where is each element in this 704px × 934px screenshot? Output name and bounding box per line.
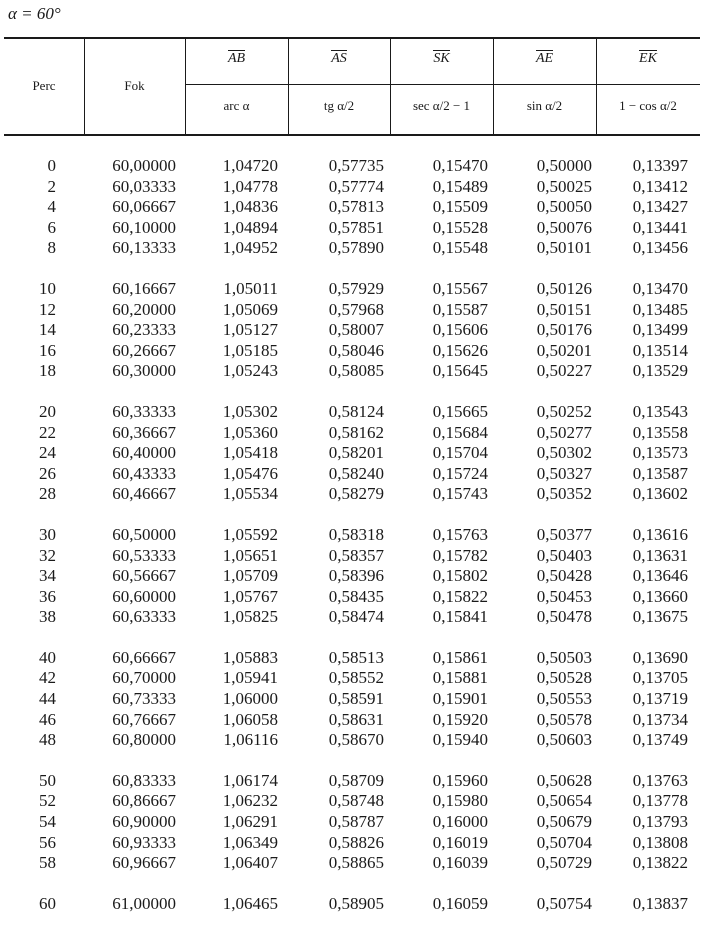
cell-cos: 0,13412 [632, 176, 688, 196]
cell-cos: 0,13705 [632, 668, 688, 688]
cell-fok: 60,76667 [112, 709, 176, 729]
cell-cos: 0,13808 [632, 832, 688, 852]
table-row [0, 464, 704, 485]
table-row [0, 361, 704, 382]
cell-tg: 0,58709 [328, 770, 384, 790]
cell-sec: 0,15509 [432, 197, 488, 217]
cell-arc: 1,05767 [222, 586, 278, 606]
cell-perc: 10 [39, 278, 56, 298]
header-formula-arc: arc α [223, 98, 250, 113]
cell-fok: 60,10000 [112, 217, 176, 237]
table-row [0, 341, 704, 362]
cell-sin: 0,50201 [536, 340, 592, 360]
cell-arc: 1,05651 [222, 545, 278, 565]
cell-sec: 0,16019 [432, 832, 488, 852]
table-row [0, 710, 704, 731]
cell-sec: 0,15960 [432, 770, 488, 790]
cell-cos: 0,13822 [632, 853, 688, 873]
table-row [0, 279, 704, 300]
cell-sin: 0,50327 [536, 463, 592, 483]
cell-fok: 60,03333 [112, 176, 176, 196]
cell-sin: 0,50176 [536, 320, 592, 340]
table-row [0, 668, 704, 689]
cell-arc: 1,06232 [222, 791, 278, 811]
cell-sec: 0,15548 [432, 238, 488, 258]
cell-tg: 0,58591 [328, 689, 384, 709]
table-row [0, 423, 704, 444]
cell-sec: 0,15489 [432, 176, 488, 196]
cell-fok: 60,23333 [112, 320, 176, 340]
cell-cos: 0,13793 [632, 812, 688, 832]
cell-tg: 0,58007 [328, 320, 384, 340]
cell-tg: 0,58631 [328, 709, 384, 729]
cell-fok: 60,63333 [112, 607, 176, 627]
cell-tg: 0,58318 [328, 524, 384, 544]
header-formula-tg: tg α/2 [323, 98, 355, 113]
cell-perc: 28 [39, 484, 56, 504]
cell-perc: 36 [39, 586, 56, 606]
table-row [0, 484, 704, 505]
cell-perc: 20 [39, 401, 56, 421]
cell-arc: 1,05476 [222, 463, 278, 483]
cell-cos: 0,13543 [632, 401, 688, 421]
cell-perc: 52 [39, 791, 56, 811]
cell-fok: 60,30000 [112, 361, 176, 381]
cell-fok: 60,73333 [112, 689, 176, 709]
row-group [0, 156, 704, 259]
cell-arc: 1,06291 [222, 812, 278, 832]
table-row [0, 894, 704, 915]
cell-sec: 0,15645 [432, 361, 488, 381]
header-fok: Fok [124, 78, 145, 93]
cell-sin: 0,50101 [536, 238, 592, 258]
cell-sin: 0,50403 [536, 545, 592, 565]
table-row [0, 566, 704, 587]
table-row [0, 607, 704, 628]
cell-tg: 0,58670 [328, 730, 384, 750]
cell-fok: 61,00000 [112, 893, 176, 913]
cell-cos: 0,13529 [632, 361, 688, 381]
cell-sec: 0,15606 [432, 320, 488, 340]
cell-perc: 12 [39, 299, 56, 319]
cell-tg: 0,58865 [328, 853, 384, 873]
cell-sin: 0,50277 [536, 422, 592, 442]
row-group [0, 279, 704, 382]
cell-fok: 60,70000 [112, 668, 176, 688]
cell-sec: 0,15881 [432, 668, 488, 688]
cell-arc: 1,04952 [222, 238, 278, 258]
cell-cos: 0,13441 [632, 217, 688, 237]
header-segment-ae: AE [535, 51, 554, 66]
cell-cos: 0,13397 [632, 156, 688, 175]
cell-sin: 0,50578 [536, 709, 592, 729]
row-group [0, 771, 704, 874]
row-group [0, 402, 704, 505]
cell-perc: 58 [39, 853, 56, 873]
cell-perc: 18 [39, 361, 56, 381]
cell-perc: 40 [39, 647, 56, 667]
cell-arc: 1,06407 [222, 853, 278, 873]
cell-arc: 1,05941 [222, 668, 278, 688]
row-group [0, 525, 704, 628]
cell-fok: 60,83333 [112, 770, 176, 790]
table-row [0, 791, 704, 812]
cell-tg: 0,58552 [328, 668, 384, 688]
cell-sec: 0,15684 [432, 422, 488, 442]
cell-sin: 0,50377 [536, 524, 592, 544]
cell-sin: 0,50553 [536, 689, 592, 709]
table-row [0, 197, 704, 218]
cell-sec: 0,15587 [432, 299, 488, 319]
cell-sec: 0,15665 [432, 401, 488, 421]
table-row [0, 546, 704, 567]
header-perc: Perc [32, 78, 56, 93]
table-row [0, 177, 704, 198]
cell-perc: 50 [39, 770, 56, 790]
cell-fok: 60,66667 [112, 647, 176, 667]
cell-arc: 1,05592 [222, 524, 278, 544]
cell-sec: 0,15901 [432, 689, 488, 709]
cell-cos: 0,13778 [632, 791, 688, 811]
cell-sec: 0,15802 [432, 566, 488, 586]
cell-sin: 0,50126 [536, 278, 592, 298]
cell-fok: 60,20000 [112, 299, 176, 319]
cell-cos: 0,13427 [632, 197, 688, 217]
cell-fok: 60,93333 [112, 832, 176, 852]
cell-sec: 0,16000 [432, 812, 488, 832]
cell-perc: 14 [39, 320, 56, 340]
table-row [0, 812, 704, 833]
cell-sec: 0,15920 [432, 709, 488, 729]
cell-perc: 54 [39, 812, 56, 832]
cell-sin: 0,50000 [536, 156, 592, 175]
cell-fok: 60,50000 [112, 524, 176, 544]
cell-perc: 24 [39, 443, 56, 463]
cell-arc: 1,04894 [222, 217, 278, 237]
table-row [0, 771, 704, 792]
cell-sin: 0,50729 [536, 853, 592, 873]
header-sub-rule [185, 84, 700, 85]
row-group [0, 648, 704, 751]
table-row [0, 525, 704, 546]
cell-tg: 0,58279 [328, 484, 384, 504]
cell-fok: 60,36667 [112, 422, 176, 442]
cell-arc: 1,05243 [222, 361, 278, 381]
page-title: α = 60° [8, 4, 61, 23]
header-segment-as: AS [331, 51, 347, 66]
cell-fok: 60,90000 [112, 812, 176, 832]
table-row [0, 300, 704, 321]
cell-cos: 0,13558 [632, 422, 688, 442]
cell-perc: 44 [39, 689, 56, 709]
header-bottom-rule [4, 134, 700, 136]
cell-sin: 0,50151 [536, 299, 592, 319]
table-row [0, 402, 704, 423]
cell-sec: 0,15782 [432, 545, 488, 565]
cell-perc: 0 [47, 156, 56, 175]
cell-perc: 26 [39, 463, 56, 483]
table-body [0, 156, 704, 934]
table-row [0, 587, 704, 608]
table-row [0, 689, 704, 710]
cell-sin: 0,50754 [536, 893, 592, 913]
cell-tg: 0,58435 [328, 586, 384, 606]
cell-arc: 1,04836 [222, 197, 278, 217]
cell-arc: 1,05709 [222, 566, 278, 586]
cell-arc: 1,04778 [222, 176, 278, 196]
cell-cos: 0,13602 [632, 484, 688, 504]
cell-cos: 0,13734 [632, 709, 688, 729]
cell-sec: 0,15470 [432, 156, 488, 175]
cell-sec: 0,15822 [432, 586, 488, 606]
cell-perc: 22 [39, 422, 56, 442]
cell-sec: 0,15763 [432, 524, 488, 544]
cell-sin: 0,50252 [536, 401, 592, 421]
cell-fok: 60,00000 [112, 156, 176, 175]
cell-sin: 0,50528 [536, 668, 592, 688]
cell-perc: 6 [47, 217, 56, 237]
cell-tg: 0,58124 [328, 401, 384, 421]
cell-perc: 30 [39, 524, 56, 544]
cell-fok: 60,96667 [112, 853, 176, 873]
table-row [0, 218, 704, 239]
cell-tg: 0,57851 [328, 217, 384, 237]
cell-arc: 1,05069 [222, 299, 278, 319]
cell-tg: 0,58162 [328, 422, 384, 442]
cell-tg: 0,58513 [328, 647, 384, 667]
cell-fok: 60,33333 [112, 401, 176, 421]
cell-tg: 0,57890 [328, 238, 384, 258]
cell-cos: 0,13837 [632, 893, 688, 913]
cell-sin: 0,50227 [536, 361, 592, 381]
cell-perc: 16 [39, 340, 56, 360]
cell-arc: 1,06465 [222, 893, 278, 913]
cell-cos: 0,13660 [632, 586, 688, 606]
cell-cos: 0,13470 [632, 278, 688, 298]
cell-tg: 0,58201 [328, 443, 384, 463]
table-row [0, 833, 704, 854]
cell-arc: 1,05883 [222, 647, 278, 667]
header-segment-ek: EK [639, 51, 657, 66]
cell-tg: 0,58748 [328, 791, 384, 811]
cell-perc: 2 [47, 176, 56, 196]
cell-sin: 0,50302 [536, 443, 592, 463]
cell-arc: 1,05127 [222, 320, 278, 340]
cell-perc: 32 [39, 545, 56, 565]
cell-sec: 0,15841 [432, 607, 488, 627]
cell-sin: 0,50352 [536, 484, 592, 504]
cell-fok: 60,43333 [112, 463, 176, 483]
cell-fok: 60,16667 [112, 278, 176, 298]
cell-arc: 1,06000 [222, 689, 278, 709]
cell-sin: 0,50503 [536, 647, 592, 667]
cell-sin: 0,50050 [536, 197, 592, 217]
cell-cos: 0,13690 [632, 647, 688, 667]
cell-cos: 0,13456 [632, 238, 688, 258]
cell-arc: 1,05825 [222, 607, 278, 627]
cell-perc: 56 [39, 832, 56, 852]
cell-arc: 1,05360 [222, 422, 278, 442]
cell-tg: 0,58905 [328, 893, 384, 913]
cell-fok: 60,53333 [112, 545, 176, 565]
cell-perc: 8 [47, 238, 56, 258]
row-group [0, 894, 704, 915]
cell-tg: 0,57774 [328, 176, 384, 196]
cell-arc: 1,06349 [222, 832, 278, 852]
cell-sin: 0,50704 [536, 832, 592, 852]
cell-sec: 0,15743 [432, 484, 488, 504]
cell-cos: 0,13675 [632, 607, 688, 627]
cell-tg: 0,57968 [328, 299, 384, 319]
cell-perc: 60 [39, 893, 56, 913]
cell-tg: 0,58240 [328, 463, 384, 483]
cell-fok: 60,06667 [112, 197, 176, 217]
cell-sin: 0,50654 [536, 791, 592, 811]
cell-cos: 0,13514 [632, 340, 688, 360]
cell-arc: 1,06116 [223, 730, 278, 750]
cell-sin: 0,50679 [536, 812, 592, 832]
table-row [0, 238, 704, 259]
table-row [0, 156, 704, 177]
header-formula-sin: sin α/2 [526, 98, 563, 113]
cell-sin: 0,50076 [536, 217, 592, 237]
cell-sin: 0,50603 [536, 730, 592, 750]
cell-fok: 60,60000 [112, 586, 176, 606]
cell-cos: 0,13719 [632, 689, 688, 709]
cell-cos: 0,13499 [632, 320, 688, 340]
table-row [0, 730, 704, 751]
cell-fok: 60,80000 [112, 730, 176, 750]
cell-sec: 0,16039 [432, 853, 488, 873]
cell-sin: 0,50428 [536, 566, 592, 586]
cell-cos: 0,13573 [632, 443, 688, 463]
cell-cos: 0,13616 [632, 524, 688, 544]
cell-tg: 0,58826 [328, 832, 384, 852]
cell-arc: 1,04720 [222, 156, 278, 175]
cell-fok: 60,86667 [112, 791, 176, 811]
header-formula-sec: sec α/2 − 1 [412, 98, 471, 113]
table-row [0, 648, 704, 669]
cell-sec: 0,15528 [432, 217, 488, 237]
cell-sin: 0,50453 [536, 586, 592, 606]
cell-perc: 42 [39, 668, 56, 688]
cell-arc: 1,05418 [222, 443, 278, 463]
cell-tg: 0,57735 [328, 156, 384, 175]
cell-sec: 0,15704 [432, 443, 488, 463]
table-row [0, 853, 704, 874]
cell-cos: 0,13749 [632, 730, 688, 750]
cell-perc: 34 [39, 566, 56, 586]
cell-tg: 0,58357 [328, 545, 384, 565]
header-segment-ab: AB [227, 51, 246, 66]
cell-tg: 0,58787 [328, 812, 384, 832]
table-row [0, 320, 704, 341]
cell-cos: 0,13763 [632, 770, 688, 790]
cell-cos: 0,13631 [632, 545, 688, 565]
cell-cos: 0,13646 [632, 566, 688, 586]
cell-arc: 1,05185 [222, 340, 278, 360]
cell-fok: 60,56667 [112, 566, 176, 586]
cell-fok: 60,26667 [112, 340, 176, 360]
cell-tg: 0,58396 [328, 566, 384, 586]
cell-sec: 0,15940 [432, 730, 488, 750]
cell-sin: 0,50025 [536, 176, 592, 196]
table-row [0, 443, 704, 464]
cell-fok: 60,13333 [112, 238, 176, 258]
cell-sec: 0,16059 [432, 893, 488, 913]
cell-arc: 1,05011 [223, 278, 278, 298]
cell-sec: 0,15567 [432, 278, 488, 298]
cell-arc: 1,05534 [222, 484, 278, 504]
cell-arc: 1,06174 [222, 770, 278, 790]
cell-sin: 0,50628 [536, 770, 592, 790]
cell-cos: 0,13587 [632, 463, 688, 483]
cell-tg: 0,58474 [328, 607, 384, 627]
header-segment-sk: SK [433, 51, 450, 66]
cell-arc: 1,06058 [222, 709, 278, 729]
cell-arc: 1,05302 [222, 401, 278, 421]
cell-cos: 0,13485 [632, 299, 688, 319]
cell-tg: 0,57813 [328, 197, 384, 217]
cell-tg: 0,57929 [328, 278, 384, 298]
cell-sec: 0,15980 [432, 791, 488, 811]
cell-perc: 38 [39, 607, 56, 627]
cell-sec: 0,15626 [432, 340, 488, 360]
cell-tg: 0,58046 [328, 340, 384, 360]
cell-sec: 0,15861 [432, 647, 488, 667]
cell-sec: 0,15724 [432, 463, 488, 483]
header-formula-cos: 1 − cos α/2 [619, 98, 677, 113]
cell-sin: 0,50478 [536, 607, 592, 627]
cell-perc: 4 [47, 197, 56, 217]
cell-perc: 48 [39, 730, 56, 750]
cell-tg: 0,58085 [328, 361, 384, 381]
cell-fok: 60,40000 [112, 443, 176, 463]
cell-fok: 60,46667 [112, 484, 176, 504]
cell-perc: 46 [39, 709, 56, 729]
